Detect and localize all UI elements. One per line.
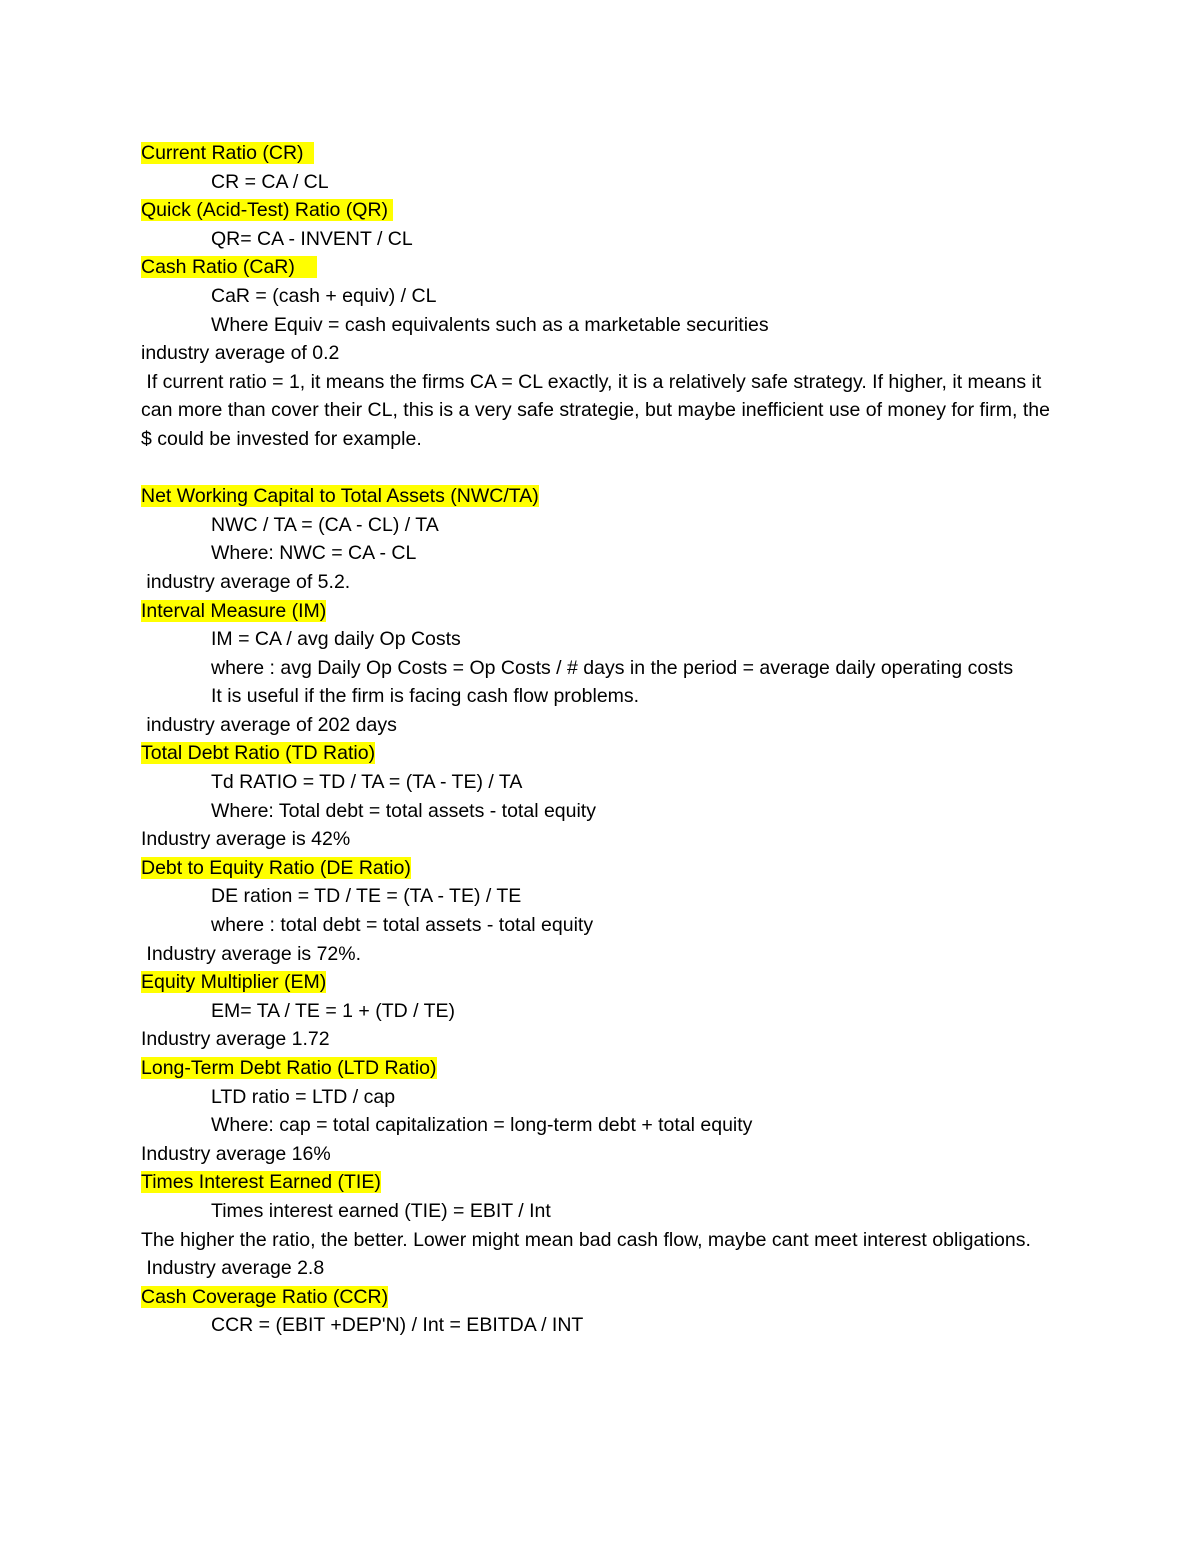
body-text: industry average of 0.2 (141, 342, 340, 365)
blank-line (141, 454, 1061, 483)
section-heading-text: Current Ratio (CR) (141, 142, 315, 164)
body-text: industry average of 5.2. (141, 570, 351, 593)
formula-line: DE ration = TD / TE = (TA - TE) / TE (211, 885, 522, 908)
formula-line: QR= CA - INVENT / CL (211, 227, 413, 250)
formula-line: CaR = (cash + equiv) / CL (211, 284, 437, 307)
section-heading-text: Long-Term Debt Ratio (LTD Ratio) (141, 1057, 437, 1079)
formula-line: Td RATIO = TD / TA = (TA - TE) / TA (211, 771, 523, 794)
formula-line: Where Equiv = cash equivalents such as a marketable securities (211, 313, 769, 336)
section-heading-text: Times Interest Earned (TIE) (141, 1171, 381, 1194)
formula-line: Times interest earned (TIE) = EBIT / Int (211, 1199, 551, 1222)
body-text: Industry average 2.8 (141, 1257, 325, 1280)
section-heading (141, 139, 1061, 168)
formula-line: where : total debt = total assets - total equity (211, 914, 594, 937)
section-heading-text: Net Working Capital to Total Assets (NWC/TA) (141, 485, 539, 508)
section-heading (141, 1283, 1061, 1312)
formula-line: CR = CA / CL (211, 170, 329, 193)
section-heading-text: Interval Measure (IM) (141, 599, 327, 622)
section-heading-text: Debt to Equity Ratio (DE Ratio) (141, 856, 411, 879)
section-heading-text: Quick (Acid-Test) Ratio (QR) (141, 199, 394, 222)
body-text: Industry average is 42% (141, 828, 351, 851)
section-heading (141, 1168, 1061, 1197)
section-heading-text: Equity Multiplier (EM) (141, 971, 327, 994)
formula-line: Where: NWC = CA - CL (211, 542, 417, 565)
formula-line: Where: Total debt = total assets - total equity (211, 799, 596, 822)
section-heading-text: Cash Ratio (CaR) (141, 256, 317, 279)
formula-line: where : avg Daily Op Costs = Op Costs / # days in the period = average daily operating costs (211, 656, 1014, 679)
section-heading-text: Cash Coverage Ratio (CCR) (141, 1285, 389, 1308)
body-text: Industry average 1.72 (141, 1028, 330, 1051)
formula-line: Where: cap = total capitalization = long-term debt + total equity (211, 1114, 753, 1137)
document-page (141, 139, 1061, 1340)
formula-line: CCR = (EBIT +DEP'N) / Int = EBITDA / INT (211, 1314, 584, 1337)
body-text: Industry average is 72%. (141, 942, 362, 965)
formula-line: LTD ratio = LTD / cap (211, 1085, 396, 1108)
body-text: If current ratio = 1, it means the firms CA = CL exactly, it is a relatively safe strategy. If higher, it means it can more than cover their CL, this is a very safe strategie, but maybe inefficient use of money for firm, the $ could be invested for example. (141, 370, 1056, 450)
formula-line: EM= TA / TE = 1 + (TD / TE) (211, 999, 456, 1022)
section-heading (141, 597, 1061, 626)
formula-line: IM = CA / avg daily Op Costs (211, 628, 461, 651)
section-heading (141, 196, 1061, 225)
section-heading (141, 968, 1061, 997)
section-heading-text: Total Debt Ratio (TD Ratio) (141, 742, 376, 765)
formula-line: It is useful if the firm is facing cash flow problems. (211, 685, 640, 708)
formula-line: NWC / TA = (CA - CL) / TA (211, 513, 439, 536)
section-heading (141, 253, 1061, 282)
section-heading (141, 1054, 1061, 1083)
section-heading (141, 482, 1061, 511)
body-text: industry average of 202 days (141, 713, 397, 736)
body-text: Industry average 16% (141, 1142, 331, 1165)
body-text: The higher the ratio, the better. Lower might mean bad cash flow, maybe cant meet interest obligations. (141, 1228, 1031, 1251)
section-heading (141, 739, 1061, 768)
section-heading (141, 854, 1061, 883)
